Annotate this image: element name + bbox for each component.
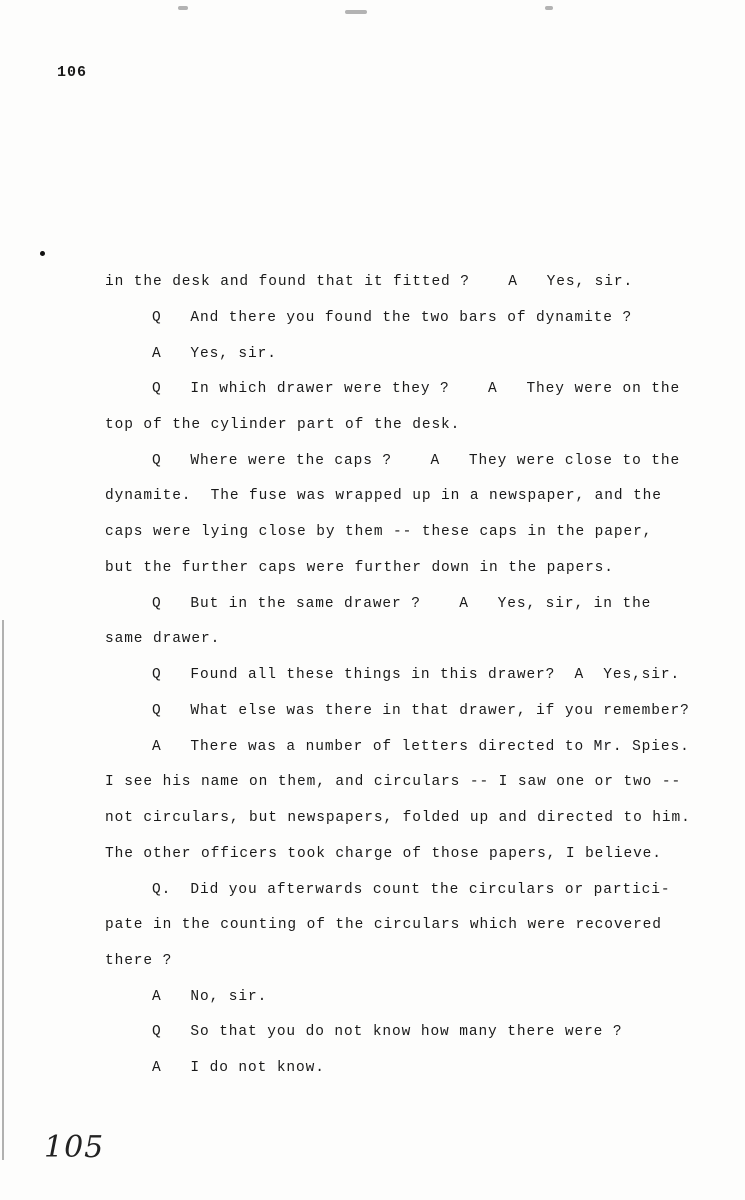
transcript-line: The other officers took charge of those papers, I believe. <box>105 846 662 862</box>
transcript-line: top of the cylinder part of the desk. <box>105 417 461 433</box>
transcript-line: I see his name on them, and circulars -- I saw one or two -- <box>105 774 682 790</box>
transcript-line: Q What else was there in that drawer, if you remember? <box>152 703 690 719</box>
transcript-line: there ? <box>105 953 173 969</box>
transcript-line: pate in the counting of the circulars which were recovered <box>105 917 662 933</box>
transcript-line: Q In which drawer were they ? A They were on the <box>152 381 681 397</box>
top-smudge-left <box>178 6 188 10</box>
margin-dot <box>40 251 45 256</box>
transcript-line: Q But in the same drawer ? A Yes, sir, in the <box>152 596 652 612</box>
handwritten-page-note: 105 <box>44 1130 105 1165</box>
transcript-line: A There was a number of letters directed to Mr. Spies. <box>152 739 690 755</box>
transcript-line: A No, sir. <box>152 989 268 1005</box>
transcript-line: same drawer. <box>105 631 221 647</box>
page-number: 106 <box>57 64 88 81</box>
transcript-line: caps were lying close by them -- these caps in the paper, <box>105 524 653 540</box>
top-smudge-right <box>545 6 553 10</box>
top-smudge-center <box>345 10 367 14</box>
transcript-line: not circulars, but newspapers, folded up and directed to him. <box>105 810 691 826</box>
transcript-line: Q Where were the caps ? A They were close to the <box>152 453 681 469</box>
transcript-line: dynamite. The fuse was wrapped up in a newspaper, and the <box>105 488 662 504</box>
transcript-line: Q Found all these things in this drawer? A Yes,sir. <box>152 667 681 683</box>
transcript-line: A Yes, sir. <box>152 346 277 362</box>
transcript-line: Q. Did you afterwards count the circulars or partici- <box>152 882 671 898</box>
transcript-line: Q And there you found the two bars of dynamite ? <box>152 310 633 326</box>
transcript-line: A I do not know. <box>152 1060 325 1076</box>
transcript-line: in the desk and found that it fitted ? A Yes, sir. <box>105 274 634 290</box>
left-edge-mark <box>2 620 4 1160</box>
transcript-line: Q So that you do not know how many there were ? <box>152 1024 623 1040</box>
transcript-line: but the further caps were further down in the papers. <box>105 560 614 576</box>
